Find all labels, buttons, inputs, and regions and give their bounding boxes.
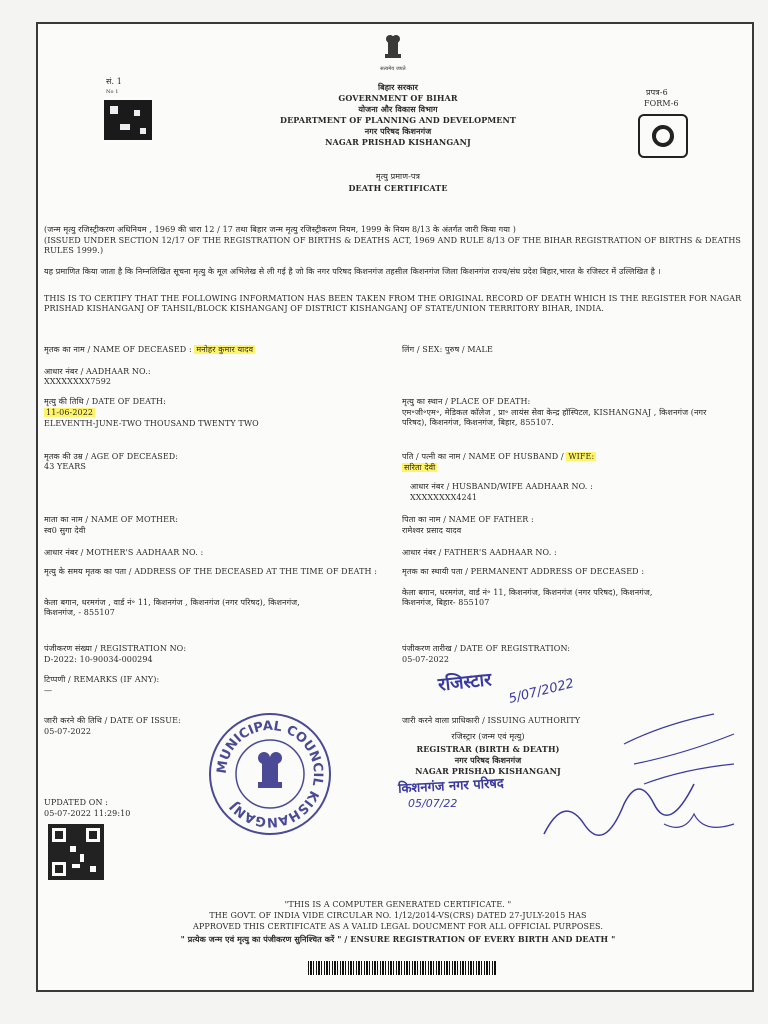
council-hindi: नगर परिषद किशनगंज bbox=[364, 126, 432, 136]
reg-date-value: 05-07-2022 bbox=[402, 655, 450, 664]
form-hindi: प्रपत्र-6 bbox=[646, 88, 668, 97]
father-aadhaar-label: आधार नंबर / FATHER'S AADHAAR NO. : bbox=[402, 548, 557, 557]
mother-value: स्व0 सुगा देवी bbox=[44, 526, 86, 535]
father-label: पिता का नाम / NAME OF FATHER : bbox=[402, 515, 534, 524]
father-value: रामेश्वर प्रसाद यादव bbox=[402, 526, 462, 535]
spouse-value: सरिता देवी bbox=[404, 463, 436, 472]
registrar-english: REGISTRAR (BIRTH & DEATH) bbox=[416, 744, 560, 754]
deceased-name-label: मृतक का नाम / NAME OF DECEASED : bbox=[44, 345, 192, 354]
age-value: 43 YEARS bbox=[44, 462, 86, 471]
reg-no-value: D-2022: 10-90034-000294 bbox=[44, 655, 153, 664]
dod-label: मृत्यु की तिथि / DATE OF DEATH: bbox=[44, 397, 166, 406]
remarks-label: टिप्पणी / REMARKS (IF ANY): bbox=[44, 675, 160, 684]
aadhaar-value: XXXXXXXX7592 bbox=[44, 377, 112, 386]
title-hindi: मृत्यु प्रमाण-पत्र bbox=[375, 172, 421, 181]
emblem-image bbox=[104, 100, 152, 140]
issue-date-value: 05-07-2022 bbox=[44, 727, 92, 736]
swachh-logo-icon bbox=[638, 114, 688, 158]
spouse-label: पति / पत्नी का नाम / NAME OF HUSBAND / bbox=[402, 452, 564, 461]
spouse-aadhaar-label: आधार नंबर / HUSBAND/WIFE AADHAAR NO. : bbox=[410, 482, 593, 491]
spouse-label-wife: WIFE: bbox=[568, 452, 595, 461]
issue-date-label: जारी करने की तिथि / DATE OF ISSUE: bbox=[44, 716, 181, 725]
municipal-seal-icon bbox=[206, 710, 334, 838]
address-death-value: केला बगान, धरमगंज , वार्ड नं॰ 11, किशनगंज , किशनगंज (नगर परिषद), किशनगंज, किशनगंज, - 855107 bbox=[44, 598, 300, 617]
footer-line-1: "THIS IS A COMPUTER GENERATED CERTIFICATE. " bbox=[284, 900, 512, 909]
deceased-name-row bbox=[44, 345, 404, 355]
issued-english: (ISSUED UNDER SECTION 12/17 OF THE REGISTRATION OF BIRTHS & DEATHS ACT, 1969 AND RULE 8/13 OF THE BIHAR REGISTRATION OF BIRTHS & DEATHS RULES 1999.) bbox=[44, 236, 741, 255]
council-stamp: किशनगंज नगर परिषद bbox=[397, 776, 505, 797]
certify-hindi: यह प्रमाणित किया जाता है कि निम्नलिखित सूचना मृत्यु के मूल अभिलेख से ली गई है जो कि नगर परिषद किशनगंज तहसील किशनगंज जिला किशनगंज राज्य/संघ प्रदेश बिहार,भारत के रजिस्टर में उल्लिखित है । bbox=[44, 267, 661, 276]
serial-sub: No 1 bbox=[106, 89, 119, 95]
certify-english: THIS IS TO CERTIFY THAT THE FOLLOWING INFORMATION HAS BEEN TAKEN FROM THE ORIGINAL RECORD OF DEATH WHICH IS THE REGISTER FOR NAGAR PRISHAD KISHANGANJ OF TAHSIL/BLOCK KISHANGANJ OF DISTRICT KISHANGANJ OF STATE/UNION TERRITORY BIHAR, INDIA. bbox=[44, 294, 742, 313]
age-label: मृतक की उम्र / AGE OF DECEASED: bbox=[44, 452, 179, 461]
dept-hindi: योजना और विकास विभाग bbox=[358, 104, 438, 114]
reg-no-label: पंजीकरण संख्या / REGISTRATION NO: bbox=[44, 644, 187, 653]
footer-line-2: THE GOVT. OF INDIA VIDE CIRCULAR NO. 1/12/2014-VS(CRS) DATED 27-JULY-2015 HAS bbox=[209, 911, 587, 920]
deceased-name-value: मनोहर कुमार यादव bbox=[196, 345, 254, 354]
emblem-motto: सत्यमेव जयते bbox=[380, 66, 406, 72]
spouse-aadhaar-value: XXXXXXXX4241 bbox=[410, 493, 478, 502]
registrar-council-english: NAGAR PRISHAD KISHANGANJ bbox=[415, 766, 561, 776]
aadhaar-label: आधार नंबर / AADHAAR NO.: bbox=[44, 367, 151, 376]
spouse-value-row bbox=[402, 463, 437, 473]
form-english: FORM-6 bbox=[644, 99, 679, 108]
handwritten-date-2: 05/07/22 bbox=[408, 797, 458, 810]
mother-label: माता का नाम / NAME OF MOTHER: bbox=[44, 515, 178, 524]
page-title: DEATH CERTIFICATE bbox=[348, 183, 448, 193]
registrar-stamp: रजिस्टार bbox=[437, 669, 493, 696]
issued-hindi: (जन्म मृत्यु रजिस्ट्रीकरण अधिनियम , 1969 की धारा 12 / 17 तथा बिहार जन्म मृत्यु रजिस्ट्रीकरण नियम, 1999 के नियम 8/13 के अंतर्गत जारी किया गया ) bbox=[44, 225, 516, 234]
dod-value-row bbox=[44, 408, 95, 418]
mother-aadhaar-label: आधार नंबर / MOTHER'S AADHAAR NO. : bbox=[44, 548, 204, 557]
footer-line-3: APPROVED THIS CERTIFICATE AS A VALID LEGAL DOUCMENT FOR ALL OFFICIAL PURPOSES. bbox=[193, 922, 603, 931]
pod-label: मृत्यु का स्थान / PLACE OF DEATH: bbox=[402, 397, 531, 406]
signature-icon bbox=[534, 704, 750, 864]
handwritten-date: 5/07/2022 bbox=[507, 676, 576, 707]
authority-label: जारी करने वाला प्राधिकारी / ISSUING AUTHORITY bbox=[402, 716, 581, 725]
perm-address-value: केला बगान, धरमगंज, वार्ड नं॰ 11, किशनगंज, किशनगंज (नगर परिषद), किशनगंज, किशनगंज, बिहार- 855107 bbox=[402, 588, 653, 607]
updated-value: 05-07-2022 11:29:10 bbox=[44, 809, 131, 818]
reg-date-label: पंजीकरण तारीख / DATE OF REGISTRATION: bbox=[402, 644, 571, 653]
updated-label: UPDATED ON : bbox=[44, 798, 109, 807]
sex-value: लिंग / SEX: पुरुष / MALE bbox=[402, 345, 493, 354]
seal-text: MUNICIPAL COUNCIL KISHANGANJ bbox=[214, 718, 326, 830]
spouse-label-row bbox=[402, 452, 596, 462]
council-english: NAGAR PRISHAD KISHANGANJ bbox=[325, 137, 471, 147]
registrar-council-hindi: नगर परिषद किशनगंज bbox=[454, 755, 522, 765]
gov-hindi: बिहार सरकार bbox=[378, 82, 418, 92]
remarks-value: — bbox=[44, 686, 53, 695]
perm-address-label: मृतक का स्थायी पता / PERMANENT ADDRESS OF DECEASED : bbox=[402, 567, 645, 576]
dod-words: ELEVENTH-JUNE-TWO THOUSAND TWENTY TWO bbox=[44, 419, 259, 428]
gov-english: GOVERNMENT OF BIHAR bbox=[338, 93, 458, 103]
address-death-label: मृत्यु के समय मृतक का पता / ADDRESS OF THE DECEASED AT THE TIME OF DEATH : bbox=[44, 567, 378, 576]
footer-line-4: " प्रत्येक जन्म एवं मृत्यु का पंजीकरण सुनिश्चित करें " / ENSURE REGISTRATION OF EVERY BIRTH AND DEATH " bbox=[180, 934, 616, 944]
pod-value: एम॰जी॰एम॰, मेडिकल कॉलेज , प्रा॰ लायंस सेवा केन्द्र हॉस्पिटल, KISHANGNAJ , किशनगंज (नगर परिषद), किशनगंज, किशनगंज, बिहार, 855107. bbox=[402, 408, 707, 427]
ashoka-emblem-icon bbox=[378, 34, 408, 64]
barcode-icon bbox=[308, 961, 496, 975]
qr-code-icon bbox=[48, 824, 104, 880]
dod-value: 11-06-2022 bbox=[46, 408, 94, 417]
dept-english: DEPARTMENT OF PLANNING AND DEVELOPMENT bbox=[280, 115, 516, 125]
registrar-hindi: रजिस्ट्रार (जन्म एवं मृत्यु) bbox=[451, 732, 525, 741]
serial-label: सं. 1 bbox=[106, 77, 122, 86]
certificate-frame bbox=[36, 22, 754, 992]
